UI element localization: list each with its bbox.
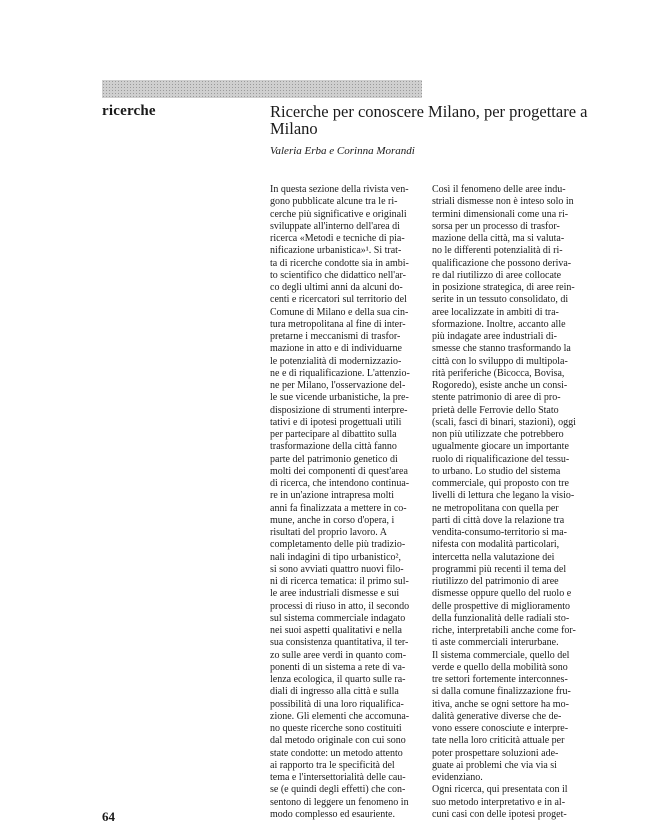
- page-number: 64: [102, 809, 115, 824]
- article-authors: Valeria Erba e Corinna Morandi: [270, 145, 415, 157]
- body-column-left: In questa sezione della rivista ven- gono pubblicate alcune tra le ri- cerche più significative e originali sviluppate all'interno dell'area di ricerca «Metodi e tecniche di pia- nificazione urbanistica»¹. Si trat- ta di ricerche condotte sia in ambi- to scientifico che didattico nell'ar- co degli ultimi anni da alcuni do- centi e ricercatori sul territorio del Comune di Milano e della sua cin- tura metropolitana al fine di inter- pretarne i meccanismi di trasfor- mazione in atto e di individuarne le potenzialità di modernizzazio- ne e di riqualificazione. L'attenzio- ne per Milano, l'osservazione del- le sue vicende urbanistiche, la pre- disposizione di strumenti interpre- tativi e di ipotesi progettuali utili per partecipare al dibattito sulla trasformazione della città fanno parte del patrimonio genetico di molti dei componenti di quest'area di ricerca, che intendono continua- re in un'azione intrapresa molti anni fa finalizzata a mettere in co- mune, anche in corso d'opera, i risultati del proprio lavoro. A completamento delle più tradizio- nali indagini di tipo urbanistico², si sono avviati quattro nuovi filo- ni di ricerca tematica: il primo sul- le aree industriali dismesse e sui processi di riuso in atto, il secondo sul sistema commerciale indagato nei suoi aspetti qualitativi e nella sua consistenza quantitativa, il ter- zo sulle aree verdi in quanto com- ponenti di un sistema a rete di va- lenza ecologica, il quarto sulle ra- diali di ingresso alla città e sulla possibilità di una loro riqualifica- zione. Gli elementi che accomuna- no queste ricerche sono costituiti dal metodo originale con cui sono state condotte: un metodo attento ai rapporto tra le specificità del tema e l'intersettorialità delle cau- se (e quindi degli effetti) che con- sentono di leggere un fenomeno in modo complesso ed esauriente.: [270, 184, 410, 820]
- body-column-right: Così il fenomeno delle aree indu- striali dismesse non è inteso solo in termini dimensionali come una ri- sorsa per un processo di trasfor- mazione della città, ma si valuta- no le differenti potenzialità di ri- qualificazione che possono deriva- re dal riutilizzo di aree collocate in posizione strategica, di aree rein- serite in un tessuto consolidato, di aree localizzate in ambiti di tra- sformazione. Inoltre, accanto alle più indagate aree industriali di- smesse che stanno trasformando la città con lo sviluppo di multipola- rità periferiche (Bicocca, Bovisa, Rogoredo), esiste anche un consi- stente patrimonio di aree di pro- prietà delle Ferrovie dello Stato (scali, fasci di binari, stazioni), oggi non più utilizzate che potrebbero ugualmente giocare un importante ruolo di riqualificazione del tessu- to urbano. Lo studio del sistema commerciale, qui proposto con tre livelli di lettura che legano la visio- ne metropolitana con quella per parti di città dove la relazione tra vendita-consumo-territorio si ma- nifesta con modalità particolari, intercetta nella valutazione dei programmi più recenti il tema del riutilizzo del patrimonio di aree dismesse oppure quello del ruolo e delle prospettive di miglioramento della funzionalità delle radiali sto- riche, interpretabili anche come for- ti aste commerciali interurbane. Il sistema commerciale, quello del verde e quello della mobilità sono tre settori fortemente interconnes- si dalla comune finalizzazione fru- itiva, anche se ogni settore ha mo- dalità generative diverse che de- vono essere conosciute e interpre- tate nella loro criticità attuale per poter prospettare soluzioni ade- guate ai problemi che via via si evidenziano. Ogni ricerca, qui presentata con il suo metodo interpretativo e in al- cuni casi con delle ipotesi proget-: [432, 184, 576, 820]
- article-title: Ricerche per conoscere Milano, per progettare a Milano: [270, 102, 588, 138]
- section-label: ricerche: [102, 103, 156, 119]
- section-header-band: [102, 80, 422, 98]
